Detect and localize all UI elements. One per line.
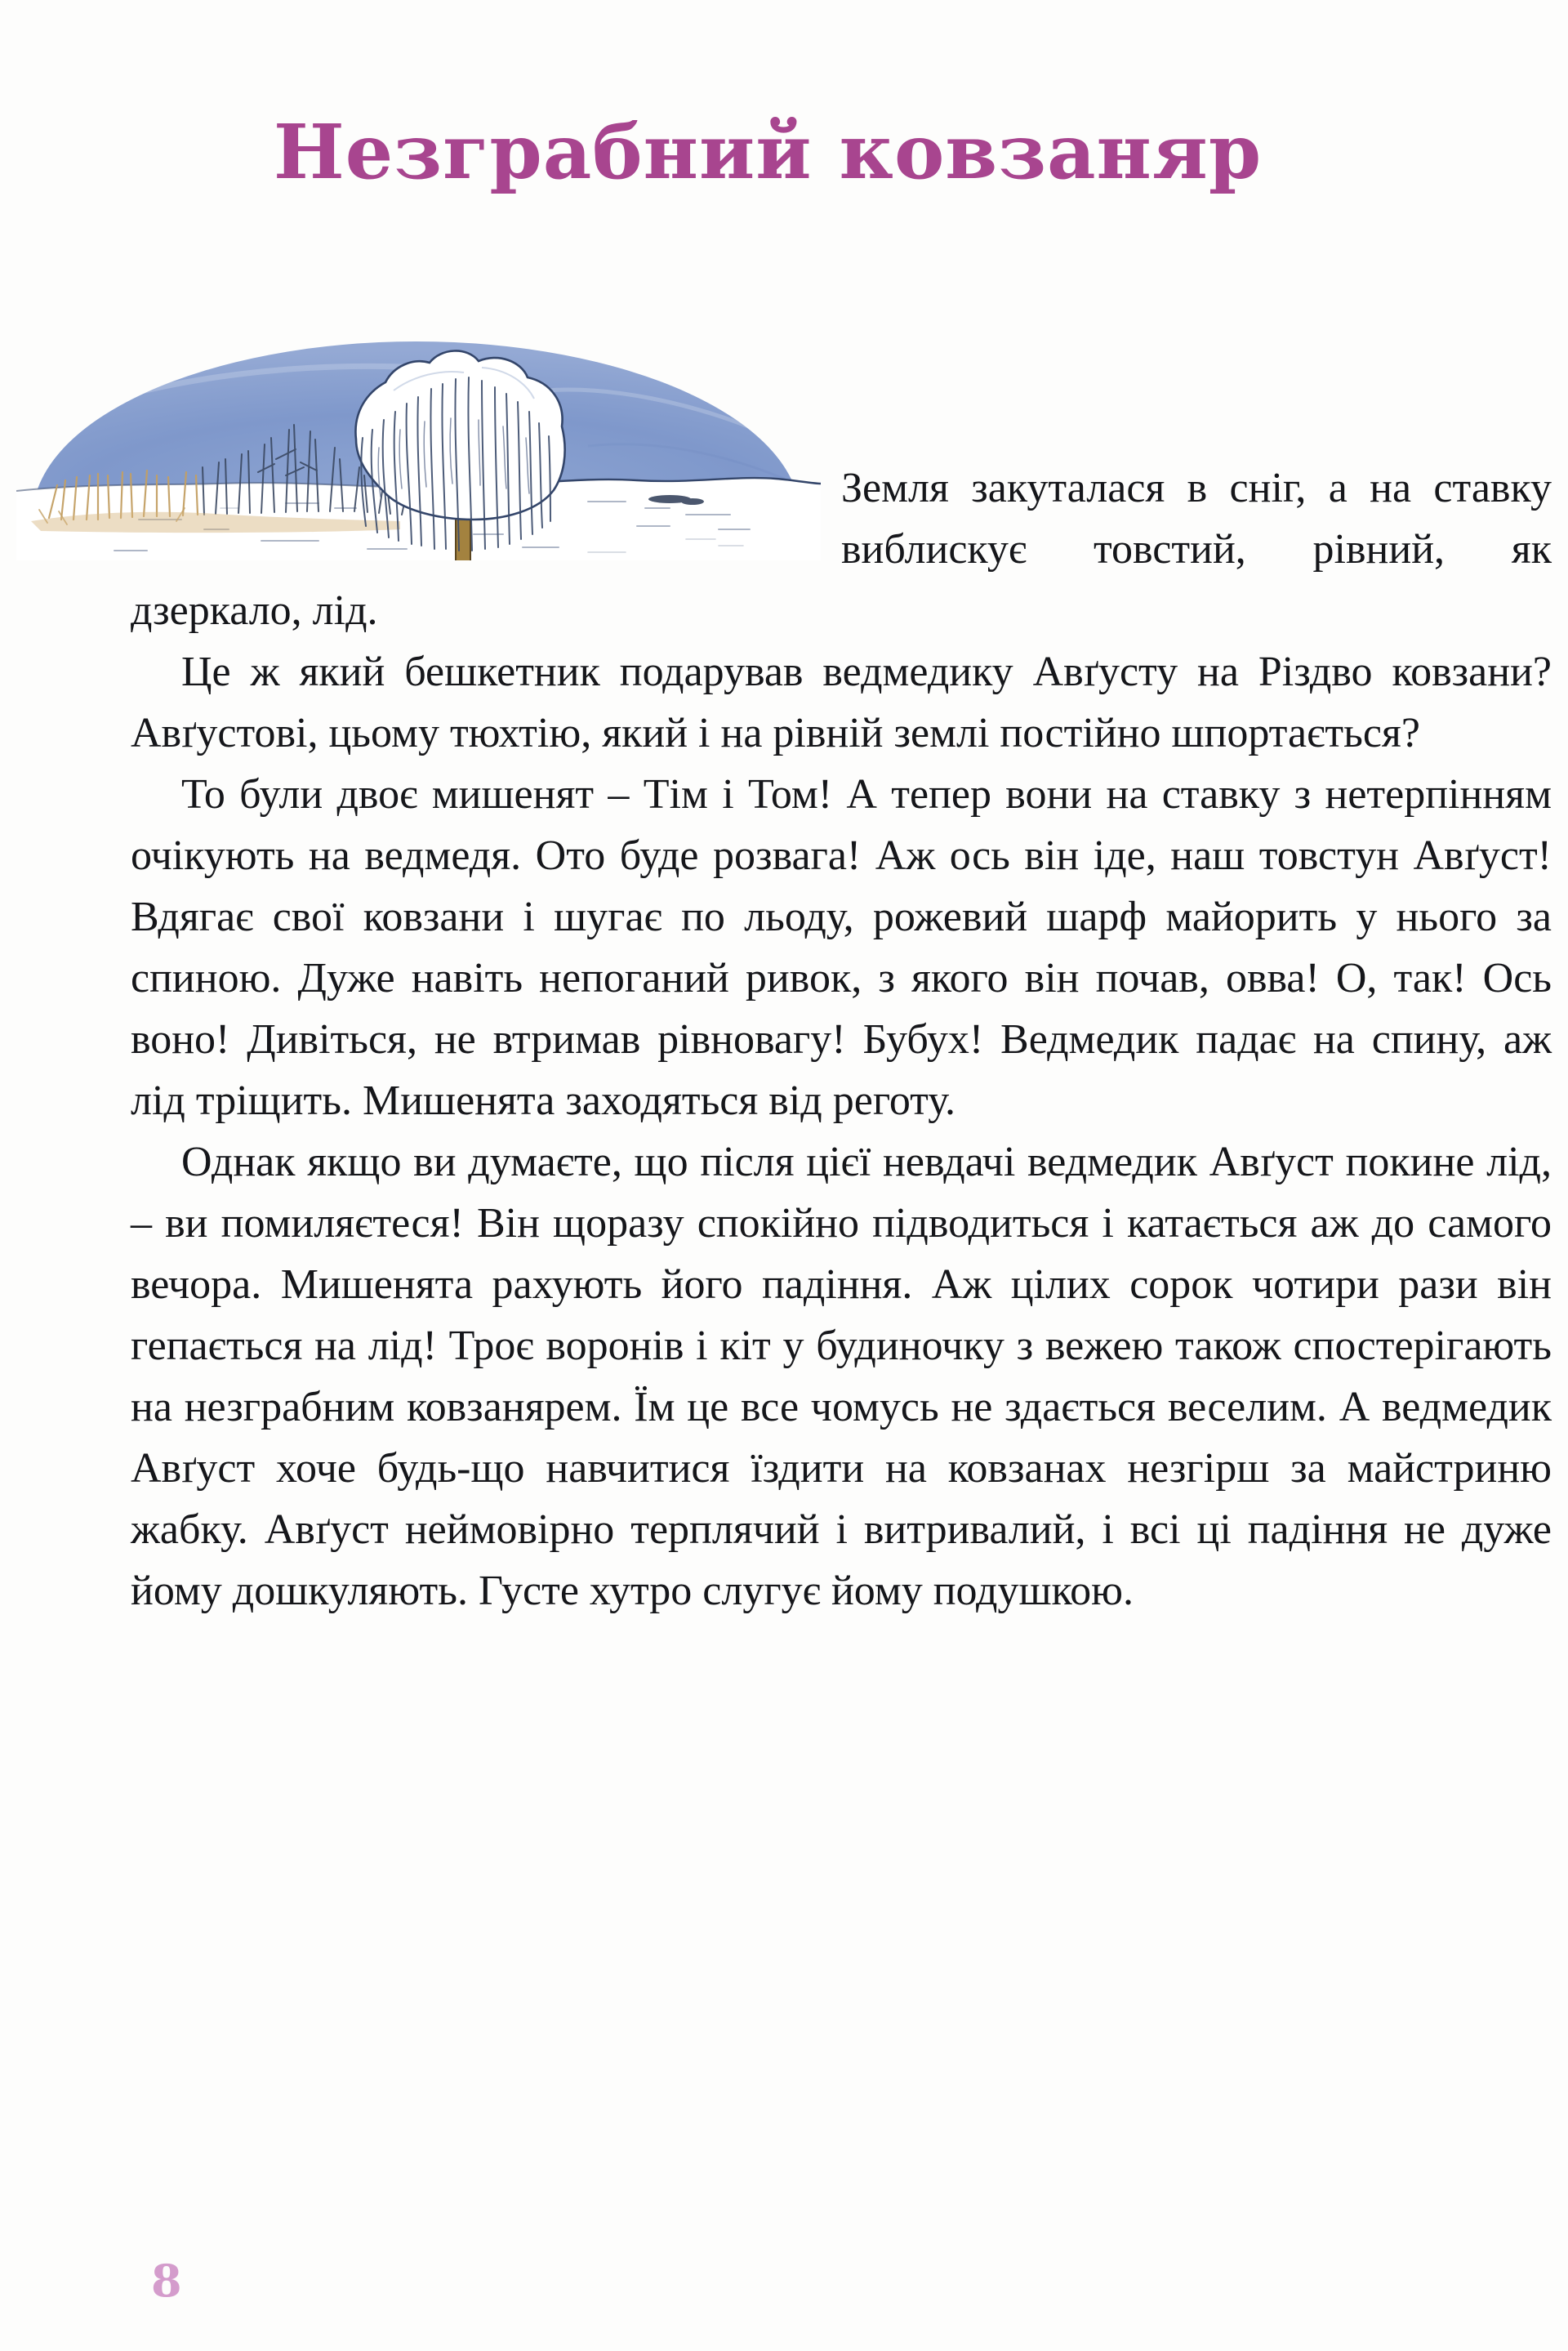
page-title: Незграбний ковзаняр bbox=[273, 108, 1263, 196]
paragraph-4: Однак якщо ви думаєте, що після цієї невдачі ведмедик Авґуст покине лід, – ви помиляєтеся! Він щоразу спокійно підводиться і катається аж до самого вечора. Мишенята рахують його падіння. Аж цілих сорок чотири рази він гепається на лід! Троє воронів і кіт у будиночку з вежею також спостерігають на незграбним ковзанярем. Їм це все чомусь не здається веселим. А ведмедик Авґуст хоче будь-що навчитися їздити на ковзанах незгірш за майстриню жабку. Авґуст неймовірно терплячий і витривалий, і всі ці падіння не дуже йому дошкуляють. Густе хутро слугує йому подушкою. bbox=[131, 1139, 1552, 1614]
paragraph-1: Земля закуталася в сніг, а на ставку виблискує товстий, рівний, як дзеркало, лід. bbox=[131, 465, 1552, 634]
paragraph-2: Це ж який бешкетник подарував ведмедику Авґусту на Різдво ковзани? Авґустові, цьому тюхтію, який і на рівній землі постійно шпортається? bbox=[131, 649, 1552, 756]
paragraph-3: То були двоє мишенят – Тім і Том! А тепер вони на ставку з нетерпінням очікують на ведмедя. Ото буде розвага! Аж ось він іде, наш товстун Авґуст! Вдягає свої ковзани і шугає по льоду, рожевий шарф майорить у нього за спиною. Дуже навіть непоганий ривок, з якого він почав, овва! О, так! Ось воно! Дивіться, не втримав рівновагу! Бубух! Ведмедик падає на спину, аж лід тріщить. Мишенята заходяться від реготу. bbox=[131, 771, 1552, 1124]
page-number: 8 bbox=[151, 2255, 182, 2307]
illustration-text-wrap-spacer bbox=[131, 457, 841, 564]
body-text bbox=[131, 457, 1552, 1622]
